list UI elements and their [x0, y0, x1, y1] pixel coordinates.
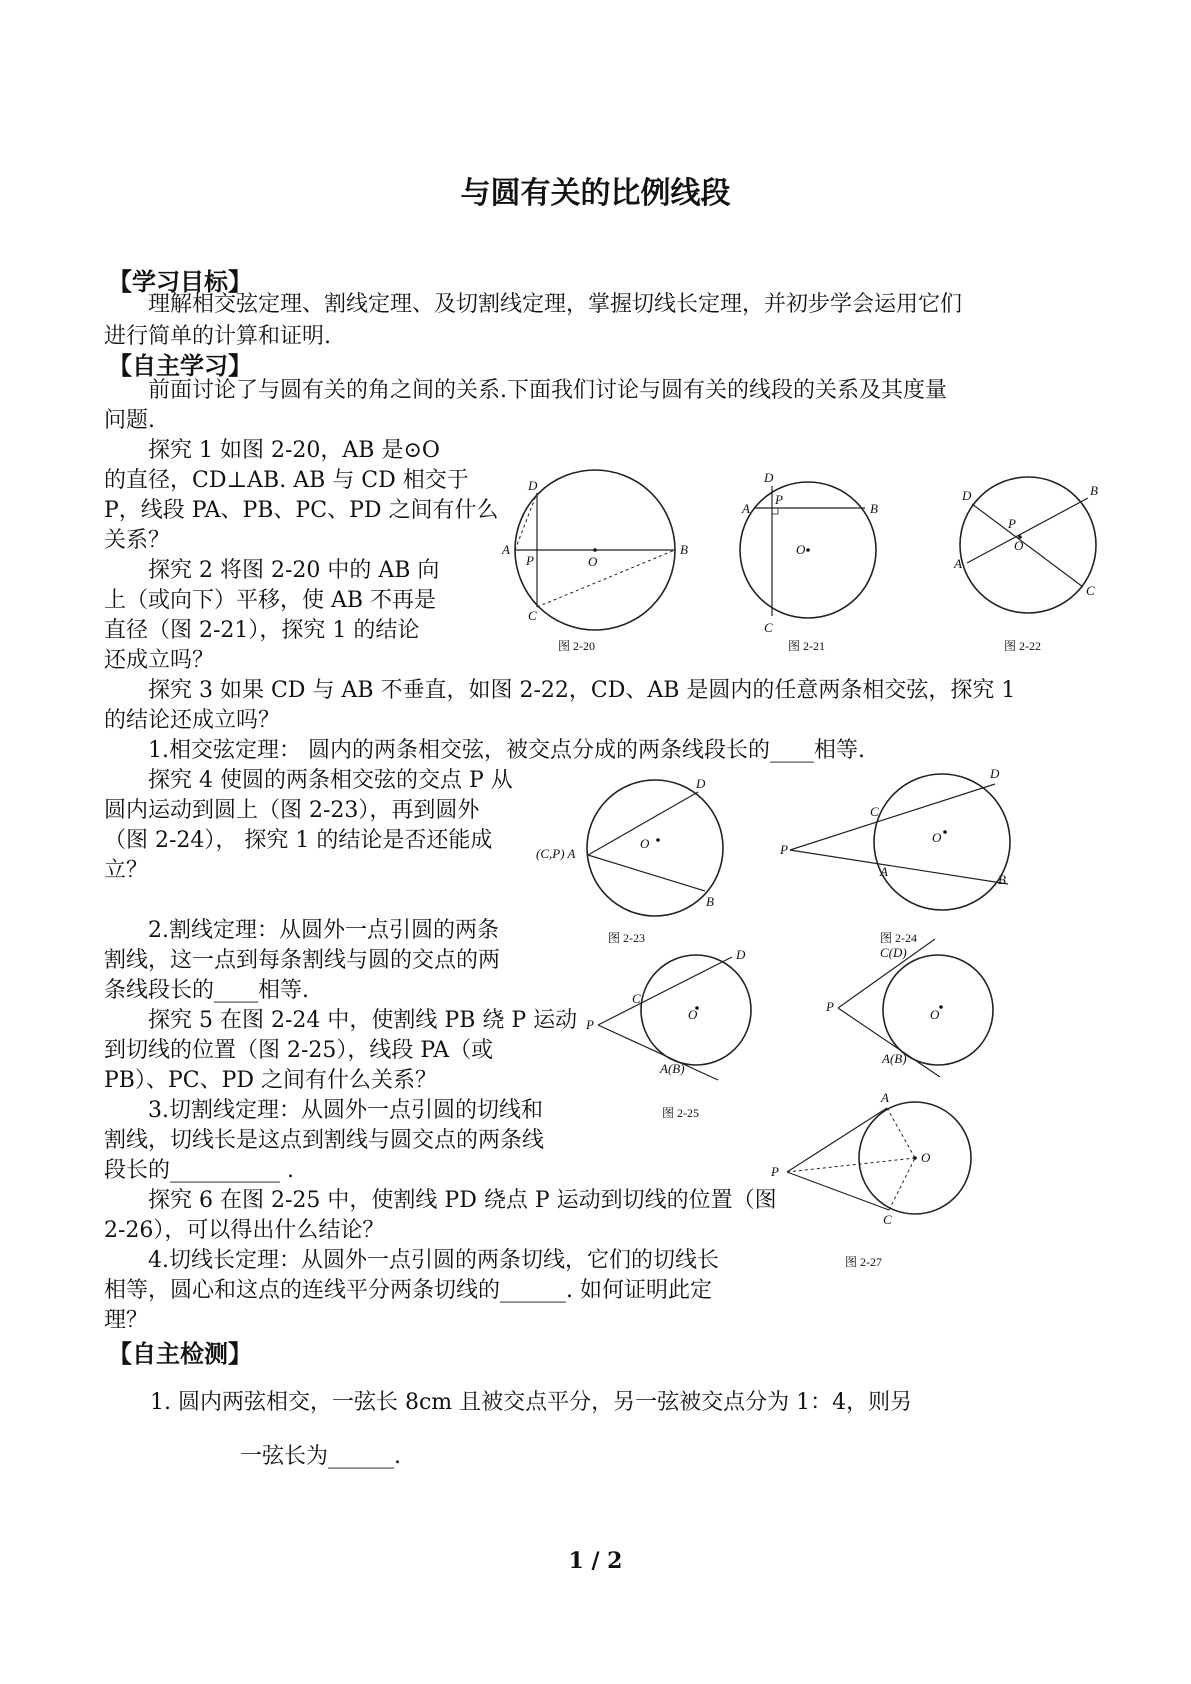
theorem4-line-2: 相等，圆心和这点的连线平分两条切线的______. 如何证明此定 [104, 1278, 712, 1303]
fig21-caption: 图 2-21 [788, 639, 825, 653]
explore4-line-3: （图 2-24）， 探究 1 的结论是否还能成 [104, 828, 493, 853]
fig27-label-c: C [883, 1212, 892, 1227]
fig21-label-a: A [742, 501, 750, 516]
fig21-label-c: C [764, 620, 773, 635]
fig22-label-a: A [954, 556, 962, 571]
theorem3-line-3: 段长的__________ . [104, 1158, 294, 1183]
fig26-label-o: O [930, 1007, 940, 1022]
explore2-line-4: 还成立吗？ [104, 648, 215, 673]
explore4-line-4: 立？ [104, 858, 149, 883]
fig21-label-o: O [796, 542, 806, 557]
fig22-label-p: P [1008, 516, 1016, 531]
explore5-line-1: 探究 5 在图 2-24 中，使割线 PB 绕 P 运动 [148, 1008, 578, 1033]
fig27-label-p: P [771, 1164, 779, 1179]
figure-2-21 [740, 470, 940, 670]
fig25-label-p: P [586, 1017, 594, 1032]
theorem2-line-3: 条线段长的____相等. [104, 978, 309, 1003]
fig22-label-b: B [1090, 483, 1098, 498]
fig22-label-d: D [962, 488, 972, 503]
fig23-label-o: O [640, 836, 650, 851]
fig27-caption: 图 2-27 [845, 1255, 882, 1269]
page-title: 与圆有关的比例线段 [460, 176, 731, 211]
explore2-line-2: 上（或向下）平移，使 AB 不再是 [104, 588, 437, 613]
fig23-label-cpa: (C,P) A [536, 846, 576, 861]
fig27-label-o: O [921, 1150, 931, 1165]
fig20-caption: 图 2-20 [558, 639, 595, 653]
fig25-label-d: D [736, 947, 746, 962]
fig24-label-o: O [932, 830, 942, 845]
section-self-check-heading: 【自主检测】 [108, 1340, 252, 1368]
explore5-line-2: 到切线的位置（图 2-25），线段 PA（或 [104, 1038, 494, 1063]
check1-line-1: 1. 圆内两弦相交，一弦长 8cm 且被交点平分，另一弦被交点分为 1：4，则另 [150, 1390, 913, 1415]
explore4-line-1: 探究 4 使圆的两条相交弦的交点 P 从 [148, 768, 513, 793]
explore6-line-1: 探究 6 在图 2-25 中，使割线 PD 绕点 P 运动到切线的位置（图 [148, 1188, 777, 1213]
fig25-caption: 图 2-25 [662, 1106, 699, 1120]
fig26-label-p: P [826, 999, 834, 1014]
fig23-label-d: D [696, 776, 706, 791]
explore1-line-3: P，线段 PA、PB、PC、PD 之间有什么 [104, 498, 499, 523]
explore2-line-1: 探究 2 将图 2-20 中的 AB 向 [148, 558, 440, 583]
explore1-line-1: 探究 1 如图 2-20，AB 是⊙O [148, 438, 440, 463]
theorem1-text: 1.相交弦定理： 圆内的两条相交弦，被交点分成的两条线段长的____相等. [148, 738, 865, 763]
intro-line-2: 问题. [104, 408, 155, 433]
fig26-label-ab: A(B) [882, 1051, 907, 1066]
theorem3-line-2: 割线，切线长是这点到割线与圆交点的两条线 [104, 1128, 545, 1153]
figure-2-27 [765, 1090, 995, 1280]
fig23-caption: 图 2-23 [608, 931, 645, 945]
fig24-label-c: C [870, 804, 879, 819]
fig20-label-c: C [528, 608, 537, 623]
fig21-label-b: B [870, 501, 878, 516]
theorem4-line-1: 4.切线长定理：从圆外一点引圆的两条切线，它们的切线长 [148, 1248, 719, 1273]
goal-line-1: 理解相交弦定理、割线定理、及切割线定理，掌握切线长定理，并初步学会运用它们 [148, 292, 963, 317]
fig25-label-o: O [688, 1007, 698, 1022]
theorem3-line-1: 3.切割线定理：从圆外一点引圆的切线和 [148, 1098, 543, 1123]
section-goal-heading: 【学习目标】 [108, 268, 252, 296]
check1-line-2: 一弦长为______. [240, 1444, 401, 1469]
theorem4-line-3: 理？ [104, 1308, 149, 1333]
fig24-label-a: A [880, 864, 888, 879]
figure-2-22 [950, 470, 1130, 670]
fig21-label-p: P [775, 492, 783, 507]
fig24-caption: 图 2-24 [880, 931, 917, 945]
fig20-label-p: P [526, 553, 534, 568]
explore3-line-1: 探究 3 如果 CD 与 AB 不垂直，如图 2-22，CD、AB 是圆内的任意两条相交弦，探究 1 [148, 678, 1016, 703]
intro-line-1: 前面讨论了与圆有关的角之间的关系.下面我们讨论与圆有关的线段的关系及其度量 [148, 378, 947, 403]
fig25-label-c: C [632, 991, 641, 1006]
section-self-study-heading: 【自主学习】 [108, 352, 252, 380]
explore4-line-2: 圆内运动到圆上（图 2-23），再到圆外 [104, 798, 480, 823]
figure-2-25 [580, 945, 780, 1125]
fig21-label-d: D [764, 470, 774, 485]
explore2-line-3: 直径（图 2-21），探究 1 的结论 [104, 618, 420, 643]
fig26-label-cd: C(D) [880, 945, 907, 960]
fig22-caption: 图 2-22 [1004, 639, 1041, 653]
fig20-label-o: O [588, 554, 598, 569]
fig20-label-d: D [528, 478, 538, 493]
theorem2-line-2: 割线，这一点到每条割线与圆的交点的两 [104, 948, 501, 973]
goal-line-2: 进行简单的计算和证明. [104, 324, 331, 349]
explore6-line-2: 2-26），可以得出什么结论？ [104, 1218, 385, 1243]
figure-2-20 [500, 470, 700, 670]
explore5-line-3: PB）、PC、PD 之间有什么关系？ [104, 1068, 438, 1093]
explore1-line-2: 的直径，CD⊥AB. AB 与 CD 相交于 [104, 468, 469, 493]
fig24-label-b: B [998, 872, 1006, 887]
fig20-label-b: B [680, 542, 688, 557]
figure-2-24 [780, 760, 1080, 960]
explore1-line-4: 关系？ [104, 528, 171, 553]
fig22-label-c: C [1086, 583, 1095, 598]
fig20-label-a: A [502, 542, 510, 557]
figure-2-26 [820, 945, 1020, 1095]
page-number: 1 / 2 [568, 1548, 623, 1574]
fig23-label-b: B [706, 894, 714, 909]
fig24-label-d: D [990, 766, 1000, 781]
fig24-label-p: P [780, 842, 788, 857]
explore3-line-2: 的结论还成立吗？ [104, 708, 281, 733]
fig27-label-a: A [881, 1090, 889, 1105]
fig22-label-o: O [1014, 538, 1024, 553]
theorem2-line-1: 2.割线定理：从圆外一点引圆的两条 [148, 918, 499, 943]
fig25-label-ab: A(B) [660, 1061, 685, 1076]
